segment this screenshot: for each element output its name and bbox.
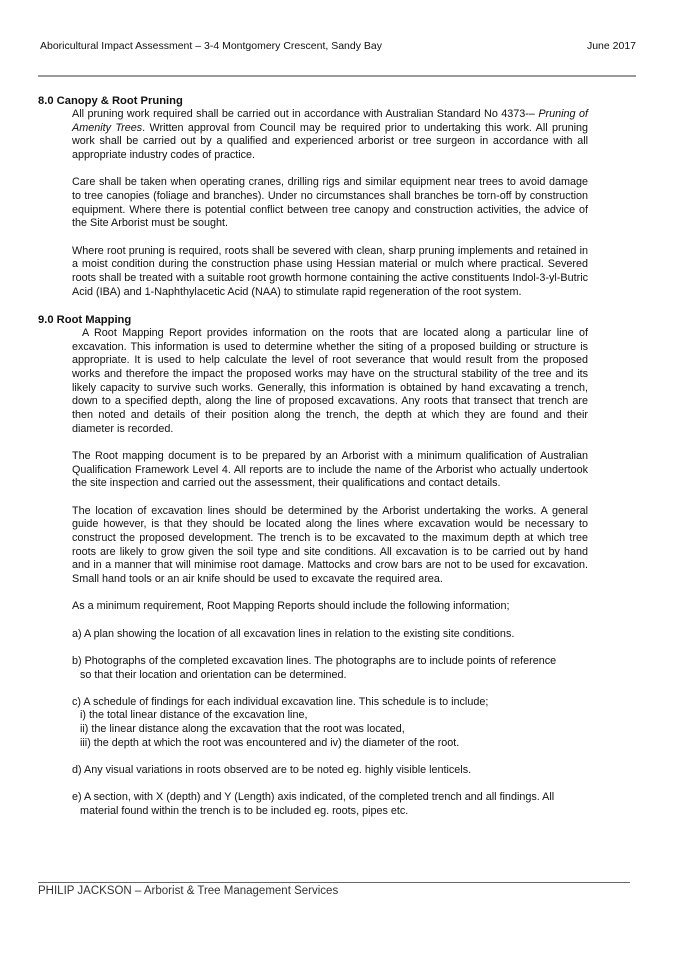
page-content <box>38 94 588 832</box>
sub-list-item: ii) the linear distance along the excavation that the root was located, <box>80 723 405 736</box>
list-item: d) Any visual variations in roots observed are to be noted eg. highly visible lenticels. <box>72 764 472 777</box>
paragraph <box>72 108 588 163</box>
sub-list <box>72 709 588 750</box>
section-canopy-root-pruning <box>38 94 588 299</box>
list-item: a) A plan showing the location of all excavation lines in relation to the existing site conditions. <box>72 627 515 640</box>
paragraph: Care shall be taken when operating cranes, drilling rigs and similar equipment near trees to avoid damage to tree canopies (foliage and branches). Under no circumstances shall branches be torn-off by construction equipment. Where there is potential conflict between tree canopy and construction activities, the advice of the Site Arborist must be sought. <box>72 176 588 230</box>
list-item-text: b) Photographs of the completed excavation lines. The photographs are to include points of reference <box>72 654 557 667</box>
page-header <box>40 40 636 54</box>
paragraph: The Root mapping document is to be prepared by an Arborist with a minimum qualification of Australian Qualification Framework Level 4. All reports are to include the name of the Arborist who actually undertook the site inspection and carried out the assessment, their qualifications and contact details. <box>72 450 588 490</box>
paragraph: A Root Mapping Report provides information on the roots that are located along a particular line of excavation. This information is used to determine whether the siting of a proposed building or structure is appropriate. It is used to help calculate the level of root severance that would result from the proposed works and therefore the impact the proposed works may have on the structural stability of the tree and its likely capacity to survive such works. Generally, this information is obtained by hand excavating a trench, down to a specified depth, along the line of proposed excavations. Any roots that transect that trench are then noted and details of their position along the trench, the depth at which they are found and their diameter is recorded. <box>72 326 588 435</box>
header-divider <box>38 75 636 77</box>
paragraph: Where root pruning is required, roots shall be severed with clean, sharp pruning implements and retained in a moist condition during the construction phase using Hessian material or mulch where practical. Severed roots shall be treated with a suitable root growth hormone containing the active constituents Indol-3-yl-Butric Acid (IBA) and 1-Naphthylacetic Acid (NAA) to stimulate rapid regeneration of the root system. <box>72 244 588 298</box>
list-item <box>72 655 588 682</box>
sub-list-item: i) the total linear distance of the excavation line, <box>80 709 308 722</box>
paragraph-text: All pruning work required shall be carried out in accordance with Australian Standard No 4373-– <box>72 108 539 120</box>
sub-list-item: iii) the depth at which the root was encountered and iv) the diameter of the root. <box>80 736 460 749</box>
list-item <box>72 696 588 751</box>
section-root-mapping <box>38 313 588 819</box>
list-item-text: so that their location and orientation can be determined. <box>80 668 347 681</box>
document-title: Aboricultural Impact Assessment – 3-4 Montgomery Crescent, Sandy Bay <box>40 40 382 52</box>
section-heading: 9.0 Root Mapping <box>38 313 132 326</box>
standard-title: Pruning of Amenity Trees <box>72 108 589 134</box>
document-date: June 2017 <box>586 40 636 52</box>
footer-divider <box>38 882 630 883</box>
list-item <box>72 791 588 818</box>
section-heading: 8.0 Canopy & Root Pruning <box>38 95 183 107</box>
paragraph-text: . Written approval from Council may be required prior to undertaking this work. All pruning work shall be carried out by a qualified and experienced arborist or tree surgeon in accordance with all appropriate industry codes of practice. <box>72 121 588 162</box>
list-item-text: material found within the trench is to be included eg. roots, pipes etc. <box>80 804 409 817</box>
list-item-text: e) A section, with X (depth) and Y (Length) axis indicated, of the completed trench and all findings. All <box>72 791 555 804</box>
paragraph: As a minimum requirement, Root Mapping Reports should include the following information; <box>72 600 510 613</box>
list-item-text: c) A schedule of findings for each individual excavation line. This schedule is to include; <box>72 695 489 708</box>
paragraph: The location of excavation lines should be determined by the Arborist undertaking the works. A general guide however, is that they should be located along the lines where excavation would be necessary to construct the proposed development. The trench is to be excavated to the maximum depth at which tree roots are likely to grow given the soil type and site conditions. All excavation is to be carried out by hand and in a manner that will minimise root damage. Mattocks and crow bars are not to be used for excavation. Small hand tools or an air knife should be used to excavate the required area. <box>72 504 588 586</box>
page-footer: PHILIP JACKSON – Arborist & Tree Management Services <box>38 885 339 897</box>
